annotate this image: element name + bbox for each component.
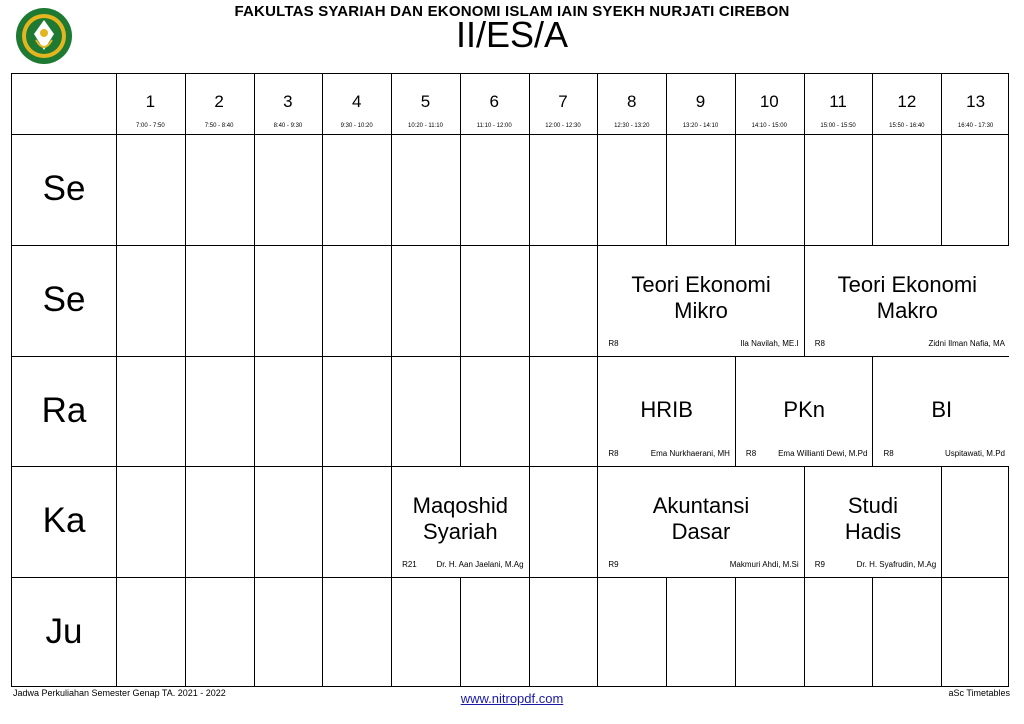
period-time: 16:40 - 17:30 bbox=[957, 123, 994, 129]
lesson-teacher: Zidni Ilman Nafia, MA bbox=[928, 338, 1005, 348]
lesson-block[interactable] bbox=[805, 467, 942, 577]
lesson-room: R9 bbox=[608, 560, 619, 570]
lesson-subject: PKn bbox=[783, 396, 825, 422]
period-time: 12:30 - 13:20 bbox=[614, 123, 650, 129]
lesson-room: R8 bbox=[608, 449, 619, 459]
lesson-block[interactable] bbox=[598, 467, 803, 577]
period-number: 11 bbox=[829, 92, 847, 111]
lesson-subject: Akuntansi Dasar bbox=[652, 493, 750, 545]
period-number: 12 bbox=[897, 92, 917, 111]
lesson-subject: Studi Hadis bbox=[844, 493, 902, 545]
lesson-teacher: Dr. H. Syafrudin, M.Ag bbox=[856, 560, 937, 570]
grid-column-line bbox=[391, 74, 392, 686]
lesson-room: R8 bbox=[883, 449, 894, 459]
period-time: 9:30 - 10:20 bbox=[340, 123, 373, 129]
lesson-room: R8 bbox=[745, 449, 757, 459]
period-number: 3 bbox=[283, 92, 293, 111]
institution-name: FAKULTAS SYARIAH DAN EKONOMI ISLAM IAIN SYEKH NURJATI CIREBON bbox=[234, 3, 790, 20]
lesson-room: R9 bbox=[814, 560, 825, 570]
grid-row-line bbox=[12, 134, 1008, 135]
lesson-subject: Teori Ekonomi Makro bbox=[837, 271, 978, 323]
period-number: 10 bbox=[759, 92, 779, 111]
lesson-block[interactable] bbox=[598, 357, 735, 467]
lesson-block[interactable] bbox=[873, 357, 1010, 467]
period-number: 7 bbox=[558, 92, 568, 111]
lesson-subject: HRIB bbox=[640, 396, 693, 422]
grid-column-line bbox=[116, 74, 117, 686]
watermark-link[interactable]: www.nitropdf.com bbox=[460, 691, 564, 706]
grid-column-line bbox=[322, 74, 323, 686]
lesson-teacher: Makmuri Ahdi, M.Si bbox=[729, 560, 799, 570]
lesson-block[interactable] bbox=[392, 467, 529, 577]
timetable-grid bbox=[11, 73, 1009, 687]
period-time: 15:50 - 16:40 bbox=[889, 123, 925, 129]
period-number: 13 bbox=[966, 92, 986, 111]
period-time: 8:40 - 9:30 bbox=[273, 123, 303, 129]
day-label: Se bbox=[42, 279, 86, 319]
period-time: 14:10 - 15:00 bbox=[751, 123, 787, 129]
lesson-room: R8 bbox=[608, 338, 619, 348]
period-time: 7:00 - 7:50 bbox=[136, 123, 165, 129]
lesson-teacher: Ema Willianti Dewi, M.Pd bbox=[778, 449, 868, 459]
grid-column-line bbox=[460, 74, 461, 686]
grid-column-line bbox=[254, 74, 255, 686]
grid-row-line bbox=[12, 577, 1008, 578]
period-number: 1 bbox=[145, 92, 156, 111]
period-time: 11:10 - 12:00 bbox=[476, 123, 512, 129]
day-label: Ju bbox=[45, 612, 83, 652]
lesson-teacher: Dr. H. Aan Jaelani, M.Ag bbox=[436, 560, 524, 570]
lesson-subject: BI bbox=[931, 396, 953, 422]
lesson-room: R21 bbox=[402, 560, 417, 570]
period-time: 10:20 - 11:10 bbox=[407, 123, 443, 129]
period-time: 15:00 - 15:50 bbox=[820, 123, 856, 129]
lesson-block[interactable] bbox=[736, 357, 873, 467]
day-label: Ra bbox=[41, 390, 87, 430]
period-number: 6 bbox=[489, 92, 499, 111]
day-label: Se bbox=[42, 169, 86, 208]
lesson-block[interactable] bbox=[805, 246, 1010, 356]
lesson-teacher: Ila Navilah, ME.I bbox=[740, 338, 799, 348]
grid-column-line bbox=[529, 74, 530, 686]
lesson-block[interactable] bbox=[598, 246, 803, 356]
lesson-subject: Teori Ekonomi Mikro bbox=[631, 271, 771, 323]
period-time: 7:50 - 8:40 bbox=[204, 123, 234, 129]
class-code-title: II/ES/A bbox=[455, 14, 569, 55]
generator-credit: aSc Timetables bbox=[948, 688, 1010, 698]
lesson-teacher: Ema Nurkhaerani, MH bbox=[650, 449, 730, 459]
period-number: 5 bbox=[420, 92, 431, 111]
grid-column-line bbox=[185, 74, 186, 686]
period-number: 9 bbox=[695, 92, 706, 111]
lesson-room: R8 bbox=[814, 338, 825, 348]
semester-caption: Jadwa Perkuliahan Semester Genap TA. 2021 - 2022 bbox=[13, 688, 226, 698]
lesson-teacher: Uspitawati, M.Pd bbox=[944, 449, 1005, 459]
period-number: 4 bbox=[351, 92, 362, 111]
day-label: Ka bbox=[42, 501, 86, 541]
period-number: 8 bbox=[627, 92, 637, 111]
lesson-subject: Maqoshid Syariah bbox=[412, 493, 509, 545]
period-number: 2 bbox=[214, 92, 224, 111]
period-time: 12:00 - 12:30 bbox=[545, 123, 581, 129]
period-time: 13:20 - 14:10 bbox=[682, 123, 719, 129]
